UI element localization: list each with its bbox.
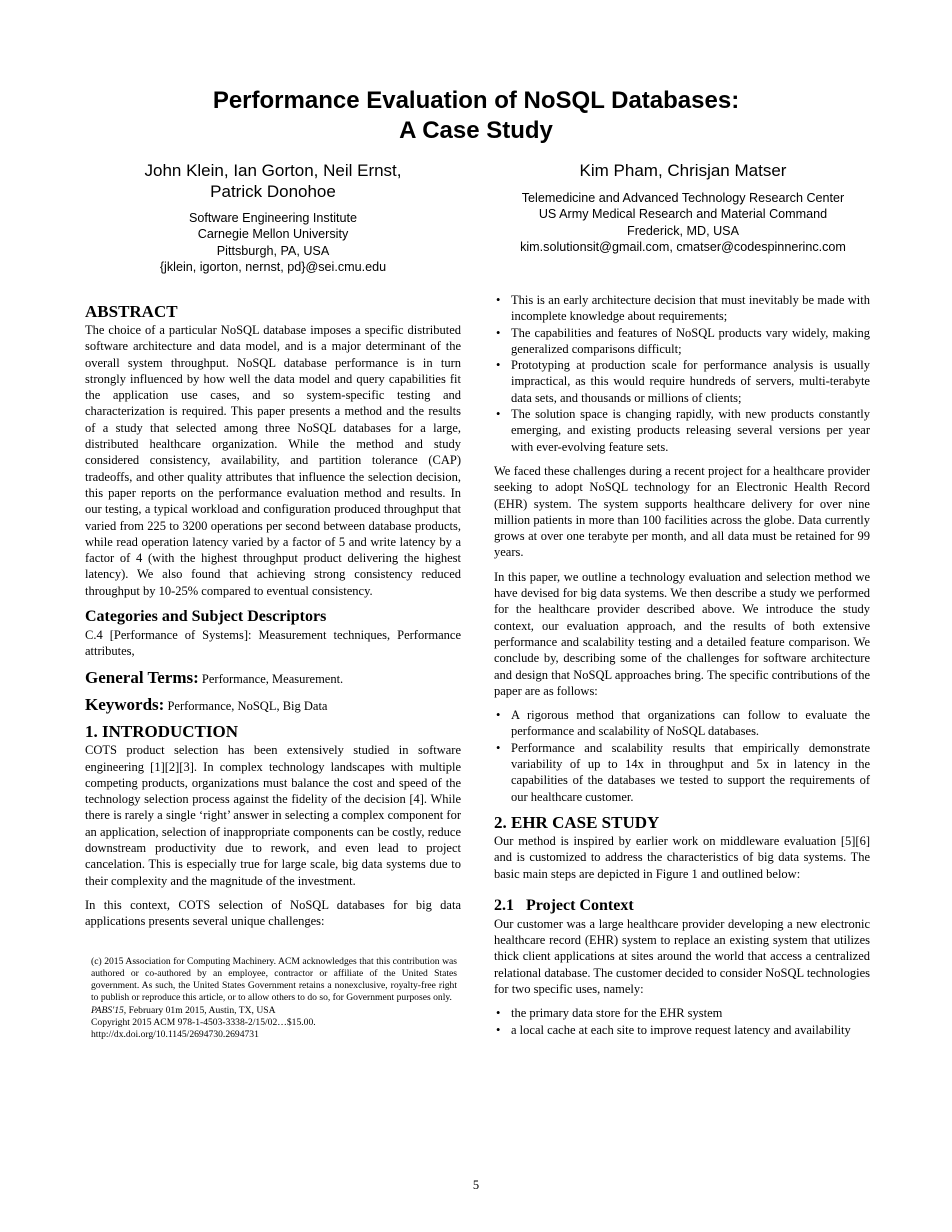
case-study-paragraph: Our method is inspired by earlier work on middleware evaluation [5][6] and is customized to address the characteristics of big data systems. The basic main steps are depicted in Figure 1 and outlined below: [494, 833, 870, 881]
title-line: Performance Evaluation of NoSQL Databases: [212, 87, 740, 114]
author-names: Kim Pham, Chrisjan Matser [579, 161, 787, 180]
affiliation: Carnegie Mellon University [197, 227, 349, 242]
left-column [85, 302, 461, 1042]
general-terms-text: Performance, Measurement. [201, 671, 344, 686]
venue: PABS'15, [91, 1004, 127, 1016]
copyright-notice [85, 956, 461, 1042]
list-item: • The solution space is changing rapidly, with new products constantly emerging, and existing products releasing several versions per year with ever-evolving feature sets. [494, 406, 870, 455]
categories-heading: Categories and Subject Descriptors [85, 608, 327, 626]
list-item: • Prototyping at production scale for performance analysis is usually impractical, as this would require hundreds of servers, multi-terabyte data sets, and thousands or millions of clients; [494, 357, 870, 406]
copyright-text: (c) 2015 Association for Computing Machinery. ACM acknowledges that this contribution was authored or co-authored by an employee, contractor or affiliate of the United States government. As such, the United States Government retains a nonexclusive, royalty-free right to publish or reproduce this article, or to allow others to do so, for Government purposes only. [91, 955, 457, 1004]
general-terms-heading: General Terms: [85, 667, 199, 687]
affiliation: US Army Medical Research and Material Command [538, 207, 828, 222]
doi-link[interactable]: http://dx.doi.org/10.1145/2694730.2694731 [91, 1029, 259, 1041]
list-item: • This is an early architecture decision that must inevitably be made with incomplete knowledge about requirements; [494, 292, 870, 325]
list-item: • a local cache at each site to improve request latency and availability [494, 1022, 870, 1038]
right-column [494, 292, 870, 1046]
copyright-line: Copyright 2015 ACM 978-1-4503-3338-2/15/02…$15.00. [91, 1016, 316, 1028]
author-emails: kim.solutionsit@gmail.com, cmatser@codespinnerinc.com [520, 239, 846, 254]
case-study-heading: 2. EHR CASE STUDY [494, 812, 660, 832]
intro-paragraph: COTS product selection has been extensively studied in software engineering [1][2][3]. In complex technology landscapes with multiple competing products, organizations must balance the cost and speed of the technology selection process against the fidelity of the decision [4]. While there is rarely a single ‘right’ answer in selecting a complex component for an application, selection of inappropriate components can be costly, reduce downstream productivity due to rework, and even lead to project cancelation. This is especially true for large scale, big data systems due to their complexity and the magnitude of the investment. [85, 743, 461, 888]
affiliation: Telemedicine and Advanced Technology Research Center [521, 191, 845, 205]
venue-details: February 01m 2015, Austin, TX, USA [126, 1004, 276, 1016]
author-block-right [478, 160, 888, 255]
author-names: Patrick Donohoe [210, 182, 336, 201]
paper-title [0, 86, 952, 146]
keywords-heading: Keywords: [85, 694, 165, 714]
categories-text: C.4 [Performance of Systems]: Measurement techniques, Performance attributes, [85, 628, 461, 659]
author-names: John Klein, Ian Gorton, Neil Ernst, [144, 161, 402, 180]
affiliation: Pittsburgh, PA, USA [216, 243, 330, 258]
list-item: • The capabilities and features of NoSQL products vary widely, making generalized comparisons difficult; [494, 325, 870, 358]
author-emails: {jklein, igorton, nernst, pd}@sei.cmu.edu [159, 259, 387, 274]
intro-paragraph: In this paper, we outline a technology evaluation and selection method we have devised for big data systems. We then describe a study we performed for the healthcare provider described above. We introduce the study context, our evaluation approach, and the results of both extensive performance and scalability testing and a detailed feature comparison. We conclude by, describing some of the challenges for software architecture and design that NoSQL approaches bring. The specific contributions of the paper are as follows: [494, 569, 870, 698]
keywords [85, 694, 461, 714]
uses-list [494, 1005, 870, 1038]
general-terms [85, 667, 461, 687]
project-context-heading: 2.1 Project Context [494, 896, 634, 914]
title-line: A Case Study [399, 117, 553, 144]
abstract-heading: ABSTRACT [85, 302, 178, 321]
challenges-list [494, 292, 870, 455]
list-item: • Performance and scalability results that empirically demonstrate variability of up to 14x in throughput and 5x in latency in the capabilities of the databases we tested to support the requirements of our healthcare customer. [494, 740, 870, 805]
intro-paragraph: In this context, COTS selection of NoSQL databases for big data applications presents several unique challenges: [85, 897, 461, 929]
list-item: • A rigorous method that organizations can follow to evaluate the performance and scalability of NoSQL databases. [494, 707, 870, 740]
affiliation: Frederick, MD, USA [627, 223, 739, 238]
keywords-text: Performance, NoSQL, Big Data [167, 698, 328, 713]
page-number: 5 [472, 1178, 480, 1192]
contributions-list [494, 707, 870, 805]
intro-heading: 1. INTRODUCTION [85, 722, 239, 742]
affiliation: Software Engineering Institute [188, 211, 358, 225]
abstract-text: The choice of a particular NoSQL database imposes a specific distributed software architecture and data model, and is a major determinant of the overall system throughput. NoSQL database performance is in turn strongly influenced by how well the data model and query capabilities fit the application use cases, and so system-specific testing and characterization is required. This paper presents a method and the results of a study that selected among three NoSQL databases for a large, distributed healthcare organization. While the method and study considered consistency, availability, and partition tolerance (CAP) tradeoffs, and other quality attributes that influence the selection decision, this paper reports on the performance evaluation method and results. In our testing, a typical workload and configuration produced throughput that varied from 225 to 3200 operations per second between database products, while read operation latency varied by a factor of 5 and write latency by a factor of 4 (with the highest throughput product delivering the highest latency). We also found that achieving strong consistency reduced throughput by 10-25% compared to eventual consistency. [85, 323, 461, 598]
list-item: • the primary data store for the EHR system [494, 1005, 870, 1021]
author-block-left [85, 160, 461, 275]
intro-paragraph: We faced these challenges during a recent project for a healthcare provider seeking to adopt NoSQL technology for an Electronic Health Record (EHR) system. The system supports healthcare delivery for over nine million patients in more than 100 facilities across the globe. Data currently grows at over one terabyte per month, and all data must be retained for 99 years. [494, 463, 870, 560]
project-context-paragraph: Our customer was a large healthcare provider developing a new electronic healthcare record (EHR) system to replace an existing system that utilizes thick client applications at sites around the world that access a centralized relational database. The customer decided to consider NoSQL technologies for two specific uses, namely: [494, 916, 870, 996]
